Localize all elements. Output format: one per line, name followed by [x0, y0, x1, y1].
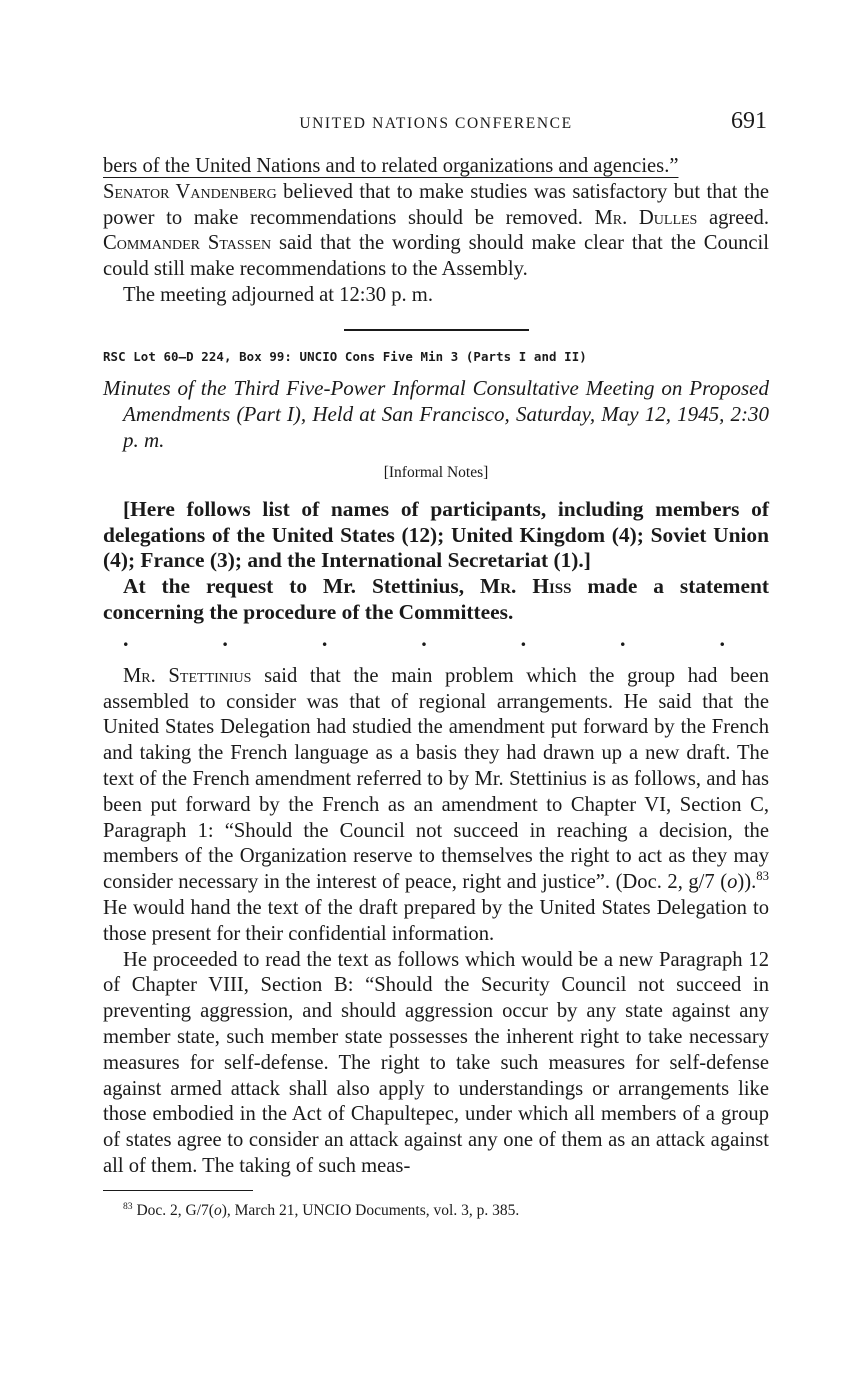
ellipsis-dot: . [123, 625, 129, 651]
continued-paragraph [103, 154, 769, 180]
informal-notes-label: [Informal Notes] [383, 463, 489, 481]
adjourned-paragraph: The meeting adjourned at 12:30 p. m. [123, 283, 433, 306]
paragraph-text: agreed. [697, 206, 769, 229]
speaker-name: Commander Stassen [103, 232, 272, 255]
participants-paragraph: [Here follows list of names of participants, including members of delegations of the United States (12); United Kingdom (4); Soviet Union (4); France (3); and the International Secretariat (1).] [103, 496, 769, 573]
paragraph-text: said that the wording should make clear that the Council could still make recommendations to the Assembly. [103, 232, 770, 281]
ellipsis-dot: . [620, 625, 626, 651]
hiss-paragraph [103, 574, 769, 626]
footnote-number: 83 [123, 1200, 133, 1212]
footnote [103, 1201, 769, 1221]
speaker-name: Mr. Dulles [594, 206, 698, 229]
footnote-text: ), March 21, UNCIO Documents, vol. 3, p. 385. [221, 1201, 520, 1219]
footnote-text: Doc. 2, G/7( [132, 1201, 214, 1219]
page-number: 691 [731, 108, 767, 134]
body-text [103, 154, 769, 1221]
ellipsis-dot: . [421, 625, 427, 651]
stettinius-paragraph [103, 664, 769, 948]
senators-paragraph [103, 180, 769, 283]
ellipsis-dot: . [719, 625, 725, 651]
ellipsis-dot: . [520, 625, 527, 651]
continued-paragraph-text: bers of the United Nations and to related organizations and agencies.” [103, 155, 679, 177]
paragraph-text: He would hand the text of the draft prepared by the United States Delegation to those present for their confidential information. [103, 896, 769, 945]
paragraph-text: made a statement concerning the procedure of the Committees. [103, 574, 769, 624]
speaker-name: Mr. Stettinius [123, 664, 252, 687]
paragraph-text: said that the main problem which the group had been assembled to consider was that of regional arrangements. He said that the United States Delegation had studied the amendment put forward by the French and taking the French language as a basis they had drawn up a new draft. The text of the French amendment referred to by Mr. Stettinius is as follows, and has been put forward by the French as an amendment to Chapter VI, Section C, Paragraph 1: “Should the Council not succeed in reaching a decision, the members of the Organization reserve to themselves the right to act as they may consider necessary in the interest of peace, right and justice”. (Doc. 2, g/7 ( [103, 664, 769, 894]
paragraph-text: At the request to Mr. Stettinius, [123, 574, 481, 599]
ellipsis-dot: . [222, 625, 228, 651]
document-title: Minutes of the Third Five-Power Informal Consultative Meeting on Proposed Amendments (Part I), Held at San Francisco, Saturday, May 12, 1945, 2:30 p. m. [103, 375, 769, 452]
footnote-reference: 83 [756, 869, 769, 884]
section-divider [344, 329, 529, 331]
footnote-divider [103, 1190, 253, 1191]
speaker-name: Senator Vandenberg [103, 180, 277, 203]
footnote-italic: o [213, 1201, 222, 1219]
source-citation: RSC Lot 60–D 224, Box 99: UNCIO Cons Five Min 3 (Parts I and II) [103, 348, 587, 364]
running-title: UNITED NATIONS CONFERENCE [299, 115, 573, 132]
omission-ellipsis [103, 626, 769, 656]
ellipsis-dot: . [321, 625, 328, 651]
draft-text-paragraph: He proceeded to read the text as follows which would be a new Paragraph 12 of Chapter VIII, Section B: “Should the Security Council not succeed in preventing aggression, and should aggression occur by any state against any member state, such member state possesses the inherent right to take necessary measures for self-defense. The right to take such measures for self-defense against armed attack shall also apply to understandings or arrangements like those embodied in the Act of Chapultepec, under which all members of a group of states agree to consider an attack against any one of them as an attack against all of them. The taking of such meas- [103, 948, 769, 1177]
paragraph-text: believed that to make studies was satisfactory but that the power to make recommendations should be removed. [103, 180, 770, 229]
paragraph-italic: o [727, 871, 738, 894]
speaker-name: Mr. Hiss [480, 574, 572, 599]
running-head [103, 108, 769, 138]
paragraph-text: )). [737, 871, 757, 894]
